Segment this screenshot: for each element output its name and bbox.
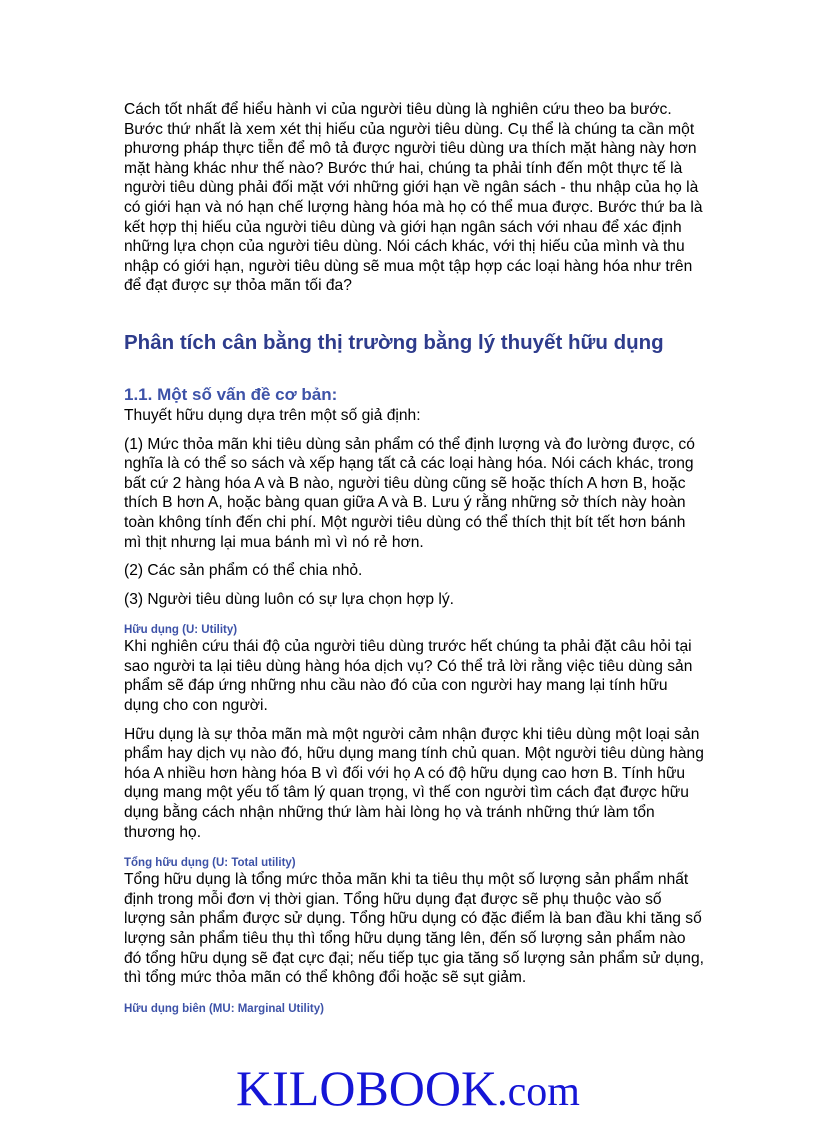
marginal-utility-heading: Hữu dụng biên (MU: Marginal Utility): [124, 1002, 324, 1015]
footer-brand-suffix: .com: [497, 1069, 580, 1115]
utility-paragraph-1: Khi nghiên cứu thái độ của người tiêu dùng trước hết chúng ta phải đặt câu hỏi tại sao người ta lại tiêu dùng hàng hóa dịch vụ? Có thể trả lời rằng việc tiêu dùng sản phẩm sẽ đáp ứng những nhu cầu nào đó của con người hay mang lại tính hữu dụng cho con người.: [124, 638, 693, 715]
footer-brand: [0, 1058, 816, 1122]
document-page: [124, 100, 704, 1016]
footer-brand-name: KILOBOOK: [236, 1060, 498, 1116]
section-title: Phân tích cân bằng thị trường bằng lý thuyết hữu dụng: [124, 330, 664, 354]
assumption-item: (2) Các sản phẩm có thể chia nhỏ.: [124, 562, 363, 580]
subsection-title: 1.1. Một số vấn đề cơ bản:: [124, 384, 338, 404]
assumption-item: (1) Mức thỏa mãn khi tiêu dùng sản phẩm có thể định lượng và đo lường được, có nghĩa là có thể so sách và xếp hạng tất cả các loại hàng hóa. Nói cách khác, trong bất cứ 2 hàng hóa A và B nào, người tiêu dùng cũng sẽ hoặc thích A hơn B, hoặc thích B hơn A, hoặc bàng quan giữa A và B. Lưu ý rằng những sở thích này hoàn toàn không tính đến chi phí. Một người tiêu dùng có thể thích thịt bít tết hơn bánh mì thịt nhưng lại mua bánh mì vì nó rẻ hơn.: [124, 435, 695, 551]
total-utility-paragraph: Tổng hữu dụng là tổng mức thỏa mãn khi ta tiêu thụ một số lượng sản phẩm nhất định trong mỗi đơn vị thời gian. Tổng hữu dụng đạt được sẽ phụ thuộc vào số lượng sản phẩm được sử dụng. Tổng hữu dụng có đặc điểm là ban đầu khi tăng số lượng sản phẩm tiêu thụ thì tổng hữu dụng tăng lên, đến số lượng sản phẩm nào đó tổng hữu dụng sẽ đạt cực đại; nếu tiếp tục gia tăng số lượng sản phẩm sử dụng, thì tổng mức thỏa mãn có thể không đổi hoặc sẽ sụt giảm.: [124, 871, 704, 987]
assumption-item: (3) Người tiêu dùng luôn có sự lựa chọn hợp lý.: [124, 590, 455, 608]
intro-paragraph: Cách tốt nhất để hiểu hành vi của người tiêu dùng là nghiên cứu theo ba bước. Bước thứ nhất là xem xét thị hiếu của người tiêu dùng. Cụ thể là chúng ta cần một phương pháp thực tiễn để mô tả được người tiêu dùng ưa thích mặt hàng này hơn mặt hàng khác như thế nào? Bước thứ hai, chúng ta phải tính đến một thực tế là người tiêu dùng phải đối mặt với những giới hạn về ngân sách - thu nhập của họ là có giới hạn và nó hạn chế lượng hàng hóa mà họ có thể mua được. Bước thứ ba là kết hợp thị hiếu của người tiêu dùng và giới hạn ngân sách với nhau để xác định những lựa chọn của người tiêu dùng. Nói cách khác, với thị hiếu của mình và thu nhập có giới hạn, người tiêu dùng sẽ mua một tập hợp các loại hàng hóa như trên để đạt được sự thỏa mãn tối đa?: [124, 101, 703, 295]
utility-paragraph-2: Hữu dụng là sự thỏa mãn mà một người cảm nhận được khi tiêu dùng một loại sản phẩm hay dịch vụ nào đó, hữu dụng mang tính chủ quan. Một người tiêu dùng hàng hóa A nhiều hơn hàng hóa B vì đối với họ A có độ hữu dụng cao hơn B. Tính hữu dụng mang một yếu tố tâm lý quan trọng, vì thế con người tìm cách đạt được hữu dụng bằng cách nhận những thứ làm hài lòng họ và tránh những thứ làm tổn thương họ.: [124, 725, 704, 841]
assumption-intro: Thuyết hữu dụng dựa trên một số giả định:: [124, 406, 421, 424]
utility-heading: Hữu dụng (U: Utility): [124, 624, 238, 637]
total-utility-heading: Tổng hữu dụng (U: Total utility): [124, 857, 296, 870]
